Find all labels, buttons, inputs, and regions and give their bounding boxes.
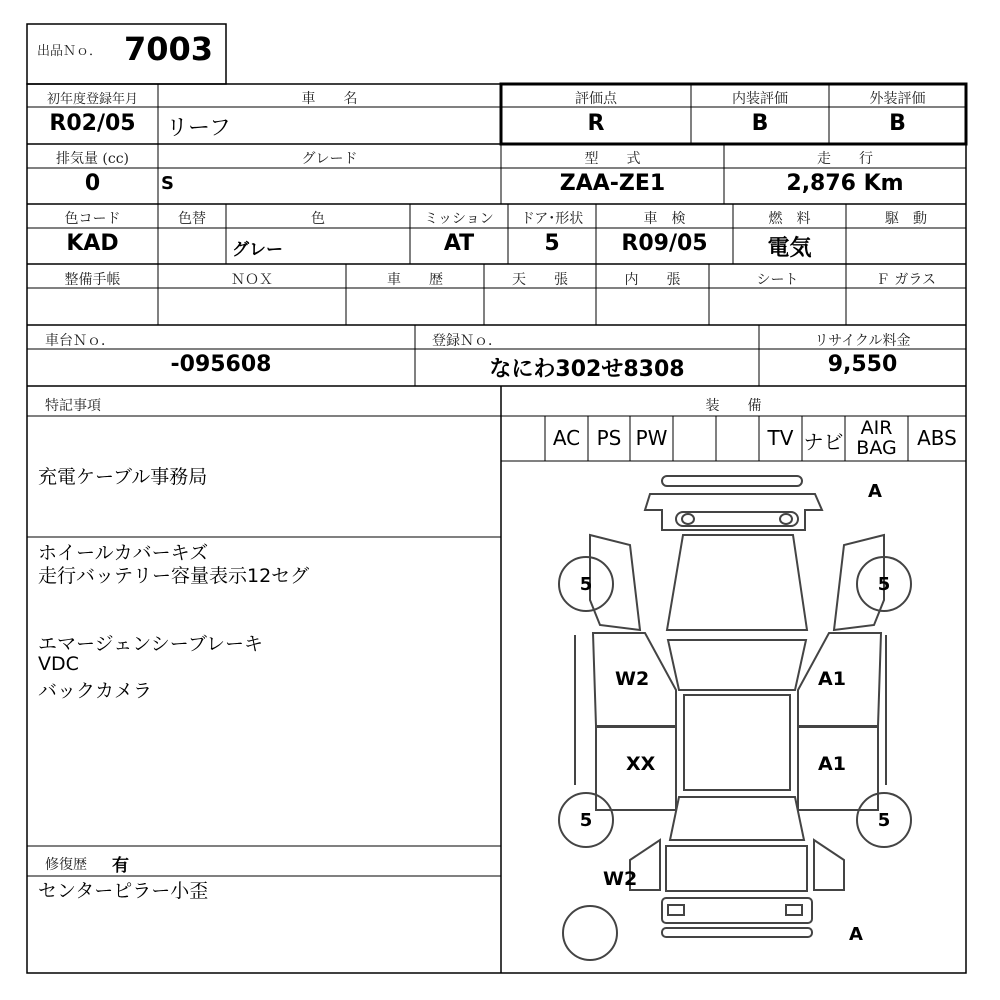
equipment-ac: AC xyxy=(552,426,581,450)
front-left-tire-code: 5 xyxy=(579,574,593,595)
chassis-number: -095608 xyxy=(170,352,272,377)
car-name: リーフ xyxy=(166,116,231,141)
color-code: KAD xyxy=(66,231,119,256)
color: グレー xyxy=(232,240,283,260)
repair-label: 修復歴 xyxy=(45,857,87,873)
cc-label: 排気量 (cc) xyxy=(55,151,130,167)
note-line: VDC xyxy=(38,653,79,675)
nox-label: ＮＯＸ xyxy=(231,272,273,288)
inspection-label: 車 検 xyxy=(643,211,686,227)
equipment-abs: ABS xyxy=(917,426,957,450)
rear-left-tire-code: 5 xyxy=(579,810,593,831)
rear-right-tire-code: 5 xyxy=(877,810,891,831)
history-label: 車 歴 xyxy=(387,272,443,288)
note-line: エマージェンシーブレーキ xyxy=(38,633,264,655)
equipment-navi: ナビ xyxy=(803,430,844,454)
notes-label: 特記事項 xyxy=(45,398,101,414)
color-code-label: 色コード xyxy=(64,211,121,227)
glass-label: Ｆ ガラス xyxy=(875,272,937,288)
rear-bumper-code: A xyxy=(849,924,863,945)
displacement: 0 xyxy=(84,171,101,196)
lot-number: 7003 xyxy=(124,30,214,68)
repair-value: 有 xyxy=(112,856,129,876)
plate-label: 登録Ｎｏ． xyxy=(432,333,502,349)
equipment-ps: PS xyxy=(596,426,622,450)
equipment-airbag-line1: AIR xyxy=(860,417,893,439)
note-line: 走行バッテリー容量表示12セグ xyxy=(38,565,310,587)
mileage-label: 走 行 xyxy=(817,151,873,167)
grade: S xyxy=(161,173,174,194)
model-code: ZAA-ZE1 xyxy=(559,171,666,196)
grade-label: グレード xyxy=(301,151,358,167)
repaint-label: 色替 xyxy=(178,211,206,227)
chassis-label: 車台Ｎｏ． xyxy=(45,333,115,349)
equipment-pw: PW xyxy=(635,426,668,450)
transmission: AT xyxy=(443,231,475,256)
score-label: 評価点 xyxy=(575,91,617,107)
mileage: 2,876 Km xyxy=(786,171,904,196)
exterior-grade: B xyxy=(889,111,906,136)
recycle-fee: 9,550 xyxy=(827,352,898,377)
interior-label: 内装評価 xyxy=(732,91,788,107)
car-name-label: 車 名 xyxy=(301,91,358,107)
fuel: 電気 xyxy=(767,236,812,261)
lot-label: 出品Ｎｏ． xyxy=(37,44,103,59)
note-line: ホイールカバーキズ xyxy=(38,542,209,564)
right-front-door-code: A1 xyxy=(818,668,846,690)
maintenance-label: 整備手帳 xyxy=(64,272,121,288)
note-line: 充電ケーブル事務局 xyxy=(38,466,208,488)
right-rear-door-code: A1 xyxy=(818,753,846,775)
recycle-label: リサイクル料金 xyxy=(814,333,911,349)
left-front-door-code: W2 xyxy=(615,668,650,690)
model-label: 型 式 xyxy=(584,151,641,167)
repair-note: センターピラー小歪 xyxy=(38,880,209,902)
doors: 5 xyxy=(544,231,560,256)
year-label: 初年度登録年月 xyxy=(46,92,138,107)
color-label: 色 xyxy=(311,211,325,227)
registration-year: R02/05 xyxy=(49,111,136,136)
plate-number: なにわ302せ8308 xyxy=(489,357,685,382)
fuel-label: 燃 料 xyxy=(768,211,811,227)
equipment-label: 装 備 xyxy=(705,398,762,414)
mission-label: ミッション xyxy=(424,211,494,227)
roof-label: 天 張 xyxy=(512,272,568,288)
equipment-airbag-line2: BAG xyxy=(856,437,897,459)
front-bumper-code: A xyxy=(868,481,882,502)
interior-trim-label: 内 張 xyxy=(624,272,681,288)
inspection-date: R09/05 xyxy=(621,231,708,256)
rear-left-quarter-code: W2 xyxy=(603,868,638,890)
drive-label: 駆 動 xyxy=(885,211,927,227)
exterior-label: 外装評価 xyxy=(869,91,926,107)
seat-label: シート xyxy=(756,272,799,288)
note-line: バックカメラ xyxy=(38,680,153,702)
left-rear-door-code: XX xyxy=(626,753,656,775)
score: R xyxy=(587,111,605,136)
equipment-tv: TV xyxy=(767,426,794,450)
interior-grade: B xyxy=(751,111,769,136)
front-right-tire-code: 5 xyxy=(877,574,891,595)
door-label: ドア･形状 xyxy=(520,211,584,227)
